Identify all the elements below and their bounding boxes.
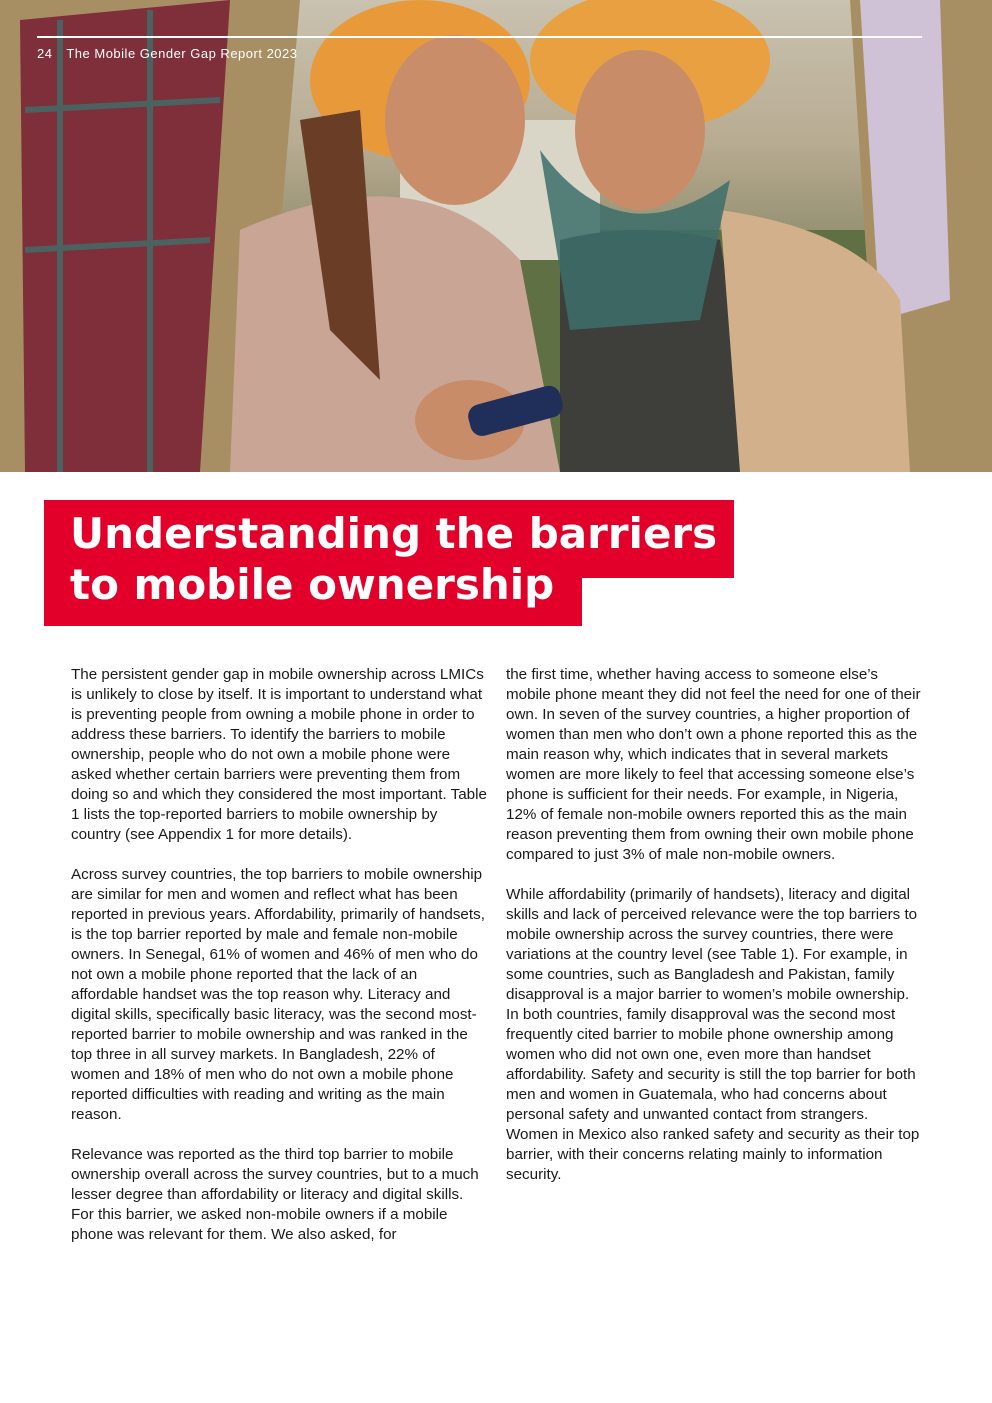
- photo-illustration-icon: [0, 0, 992, 472]
- running-header: [37, 46, 298, 61]
- header-rule: [37, 36, 922, 38]
- page-number: 24: [37, 46, 53, 61]
- paragraph: The persistent gender gap in mobile ownership across LMICs is unlikely to close by itself. It is important to understand what is preventing people from owning a mobile phone in order to address these barriers. To identify the barriers to mobile ownership, people who do not own a mobile phone were asked whether certain barriers were preventing them from doing so and which they considered the most important. Table 1 lists the top-reported barriers to mobile ownership by country (see Appendix 1 for more details).: [71, 666, 487, 843]
- paragraph: Across survey countries, the top barriers to mobile ownership are similar for men and women and reflect what has been reported in previous years. Affordability, primarily of handsets, is the top barrier reported by male and female non-mobile owners. In Senegal, 61% of women and 46% of men who do not own a mobile phone reported that the lack of an affordable handset was the top reason why. Literacy and digital skills, specifically basic literacy, was the second most-reported barrier to mobile ownership and was ranked in the top three in all survey markets. In Bangladesh, 22% of women and 18% of men who do not own a mobile phone reported difficulties with reading and writing as the main reason.: [71, 866, 485, 1123]
- body-column-left: [71, 665, 487, 1265]
- section-title: Understanding the barriers to mobile ownership: [70, 509, 718, 609]
- report-title: The Mobile Gender Gap Report 2023: [66, 46, 298, 61]
- body-column-right: [506, 665, 922, 1205]
- paragraph: the first time, whether having access to someone else’s mobile phone meant they did not feel the need for one of their own. In seven of the survey countries, a higher proportion of women than men who don’t own a phone reported this as the main reason why, which indicates that in several markets women are more likely to feel that accessing someone else’s phone is sufficient for their needs. For example, in Nigeria, 12% of female non-mobile owners reported this as the main reason preventing them from owning their own mobile phone compared to just 3% of male non-mobile owners.: [506, 666, 921, 863]
- paragraph: While affordability (primarily of handsets), literacy and digital skills and lack of perceived relevance were the top barriers to mobile ownership across the survey countries, there were variations at the country level (see Table 1). For example, in some countries, such as Bangladesh and Pakistan, family disapproval is a major barrier to women’s mobile ownership. In both countries, family disapproval was the second most frequently cited barrier to mobile phone ownership among women who did not own one, even more than handset affordability. Safety and security is still the top barrier for both men and women in Guatemala, who had concerns about personal safety and unwanted contact from strangers. Women in Mexico also ranked safety and security as their top barrier, with their concerns relating mainly to information security.: [506, 886, 920, 1183]
- paragraph: Relevance was reported as the third top barrier to mobile ownership overall across the survey countries, but to a much lesser degree than affordability or literacy and digital skills. For this barrier, we asked non-mobile owners if a mobile phone was relevant for them. We also asked, for: [71, 1146, 479, 1243]
- hero-photo: [0, 0, 992, 472]
